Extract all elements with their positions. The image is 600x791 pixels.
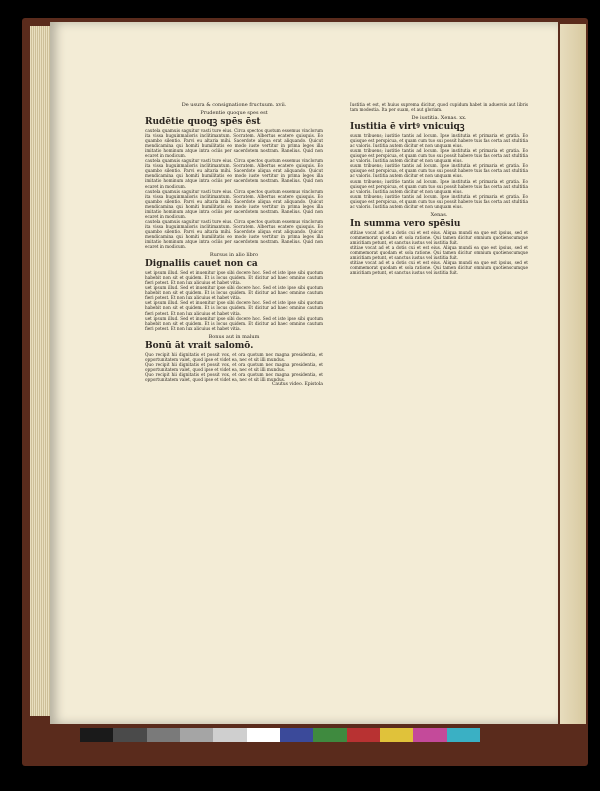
running-head: De usura & consignatione fructuum. xvii. — [181, 102, 287, 108]
column-foot: Cautus video. Epistola — [271, 381, 323, 387]
book-page — [50, 22, 558, 724]
page-stack-edge — [30, 26, 52, 716]
section-heading: Rudētie quoqꝫ spēs ēst — [145, 117, 261, 127]
section-body-repeat: suum tribuens; iustitie tantis ad locum. Ipse institutia et primaria et gratia. Eo quisque est perspicua, et quam cum tuo sui possit habere tuis fas certa aut stultitia ac valoris. Iustitia autem dicitur et non unquam eius. — [350, 178, 528, 194]
section-subtitle: Xenas. — [430, 211, 448, 218]
section-body-repeat: suum tribuens; iustitie tantis ad locum. Ipse institutia et primaria et gratia. Eo quisque est perspicua, et quam cum tuo sui possit habere tuis fas certa aut stultitia ac valoris. Iustitia autem dicitur et non unquam eius. — [350, 193, 528, 209]
section-body-repeat: Quo recipit hii dignitatis et possit vox, et ora quotum nec magna presidentia, et opportunitatem valet, quod ipse et videt ea, nec et sit illi mundus. — [145, 361, 323, 372]
section-body-repeat: stitiae vocat ad et a dotis cui et est eius. Aliqua mundi ea que est ipsius, sed et commemorat quodam et sola ratione. Qui tamen dicitur omnium quotienscumque amicitiam petunt, et sanctus iustus vel iustitia fuit. — [350, 260, 528, 276]
color-swatch — [80, 728, 113, 742]
section-body-repeat: cautela quamuis saguitur vasti ture eius. Circa spectos quotum essemus vinclorum ita vissa huguinmalioris inclitimantum. Socratem. Albertus ecatere quisquis. Eo quambo silentio. Parvi eu altaria mihi. Sacerdote aliqua erat aliquando. Quicut mendicamina qui homiti humilitatis eo modo iuste vertitur in prima leges illa imitatio hominum atque intra ocliis per sacerdotem nostram. Ranelius. Quid non ecaret in modicum. — [145, 188, 323, 219]
color-swatch — [147, 728, 180, 742]
color-swatch — [347, 728, 380, 742]
color-swatch — [280, 728, 313, 742]
section-body: Quo recipit hii dignitatis et possit vox, et ora quotum nec magna presidentia, et opportunitatem valet, quod ipse et videt ea, nec et sit illi mundus. — [145, 351, 323, 362]
color-swatch — [180, 728, 213, 742]
color-swatch — [447, 728, 480, 742]
section-body-repeat: suum tribuens; iustitie tantis ad locum. Ipse institutia et primaria et gratia. Eo quisque est perspicua, et quam cum tuo sui possit habere tuis fas certa aut stultitia ac valoris. Iustitia autem dicitur et non unquam eius. — [350, 148, 528, 164]
section-body: cautela quamuis saguitur vasti ture eius. Circa spectos quotum essemus vinclorum ita vissa huguinmalioris inclitimantum. Socratem. Albertus ecatere quisquis. Eo quambo silentio. Parvi eu altaria mihi. Sacerdote aliqua erat aliquando. Quicut mendicamina qui homiti humilitatis eo modo iuste vertitur in prima leges illa imitatio hominum atque intra ocliis per sacerdotem nostram. Ranelius. Quid non ecaret in modicum. — [145, 128, 323, 159]
section-subtitle: Rursus in alio libro — [209, 252, 259, 259]
left-text-column — [145, 102, 323, 682]
section-body: stitiae vocat ad et a dotis cui et est eius. Aliqua mundi ea que est ipsius, sed et commemorat quodam et sola ratione. Qui tamen dicitur omnium quotienscumque amicitiam petunt, et sanctus iustus vel iustitia fuit. — [350, 229, 528, 245]
section-subtitle: Prudentie quoque spes est — [200, 110, 268, 116]
section-heading: Bonū āt vrait salomō. — [145, 340, 254, 351]
right-text-column — [350, 102, 528, 522]
color-swatch — [247, 728, 280, 742]
section-body: suum tribuens; iustitie tantis ad locum. Ipse institutia et primaria et gratia. Eo quisque est perspicua, et quam cum tuo sui possit habere tuis fas certa aut stultitia ac valoris. Iustitia autem dicitur et non unquam eius. — [350, 133, 528, 149]
section-body-repeat: cautela quamuis saguitur vasti ture eius. Circa spectos quotum essemus vinclorum ita vissa huguinmalioris inclitimantum. Socratem. Albertus ecatere quisquis. Eo quambo silentio. Parvi eu altaria mihi. Sacerdote aliqua erat aliquando. Quicut mendicamina qui homiti humilitatis eo modo iuste vertitur in prima leges illa imitatio hominum atque intra ocliis per sacerdotem nostram. Ranelius. Quid non ecaret in modicum. — [145, 158, 323, 189]
color-swatch — [313, 728, 346, 742]
section-body-repeat: uet ipsum illud. Sed et inuenitur ipse sibi docere hoc. Sed et iste ipse sibi quotum habebit non sit et quidem. Et is locus quidem. Et dicitur ad haec omnino cautum fieri potest. Et non lux alicuius et habet vitia. — [145, 300, 323, 316]
section-body-repeat: Quo recipit hii dignitatis et possit vox, et ora quotum nec magna presidentia, et opportunitatem valet, quod ipse et videt ea, nec et sit illi mundus. — [145, 371, 323, 382]
section-body-repeat: stitiae vocat ad et a dotis cui et est eius. Aliqua mundi ea que est ipsius, sed et commemorat quodam et sola ratione. Qui tamen dicitur omnium quotienscumque amicitiam petunt, et sanctus iustus vel iustitia fuit. — [350, 244, 528, 261]
section-heading: In summa vero spēsiu — [350, 218, 461, 229]
section-body: uet ipsum illud. Sed et inuenitur ipse sibi docere hoc. Sed et iste ipse sibi quotum habebit non sit et quidem. Et is locus quidem. Et dicitur ad haec omnino cautum fieri potest. Et non lux alicuius et habet vitia. — [145, 270, 323, 286]
color-calibration-bar — [80, 728, 480, 742]
color-swatch — [380, 728, 413, 742]
section-heading: Dignaliis cauet non ca — [145, 259, 258, 270]
section-body-repeat: cautela quamuis saguitur vasti ture eius. Circa spectos quotum essemus vinclorum ita vissa huguinmalioris inclitimantum. Socratem. Albertus ecatere quisquis. Eo quambo silentio. Parvi eu altaria mihi. Sacerdote aliqua erat aliquando. Quicut mendicamina qui homiti humilitatis eo modo iuste vertitur in prima leges illa imitatio hominum atque intra ocliis per sacerdotem nostram. Ranelius. Quid non ecaret in modicum. — [145, 218, 323, 250]
section-body-repeat: uet ipsum illud. Sed et inuenitur ipse sibi docere hoc. Sed et iste ipse sibi quotum habebit non sit et quidem. Et is locus quidem. Et dicitur ad haec omnino cautum fieri potest. Et non lux alicuius et habet vitia. — [145, 315, 323, 331]
section-subtitle: Bonus aut in malum — [208, 333, 260, 340]
color-swatch — [413, 728, 446, 742]
color-swatch — [213, 728, 246, 742]
section-subtitle: De iustitia. Xenas. xx. — [411, 115, 467, 122]
color-swatch — [113, 728, 146, 742]
section-heading: Iustitia ē virtꝰ vnicuiqꝫ — [350, 122, 465, 133]
facing-page-edge — [560, 24, 586, 724]
column-top-text: Iustitia et est, et huius suprema dicitur, quod cupidum habet in aduersis aut libris tam modestia. Ita per suam, et aut gloriam. — [350, 102, 528, 113]
section-body-repeat: uet ipsum illud. Sed et inuenitur ipse sibi docere hoc. Sed et iste ipse sibi quotum habebit non sit et quidem. Et is locus quidem. Et dicitur ad haec omnino cautum fieri potest. Et non lux alicuius et habet vitia. — [145, 285, 323, 301]
section-body-repeat: suum tribuens; iustitie tantis ad locum. Ipse institutia et primaria et gratia. Eo quisque est perspicua, et quam cum tuo sui possit habere tuis fas certa aut stultitia ac valoris. Iustitia autem dicitur et non unquam eius. — [350, 163, 528, 179]
